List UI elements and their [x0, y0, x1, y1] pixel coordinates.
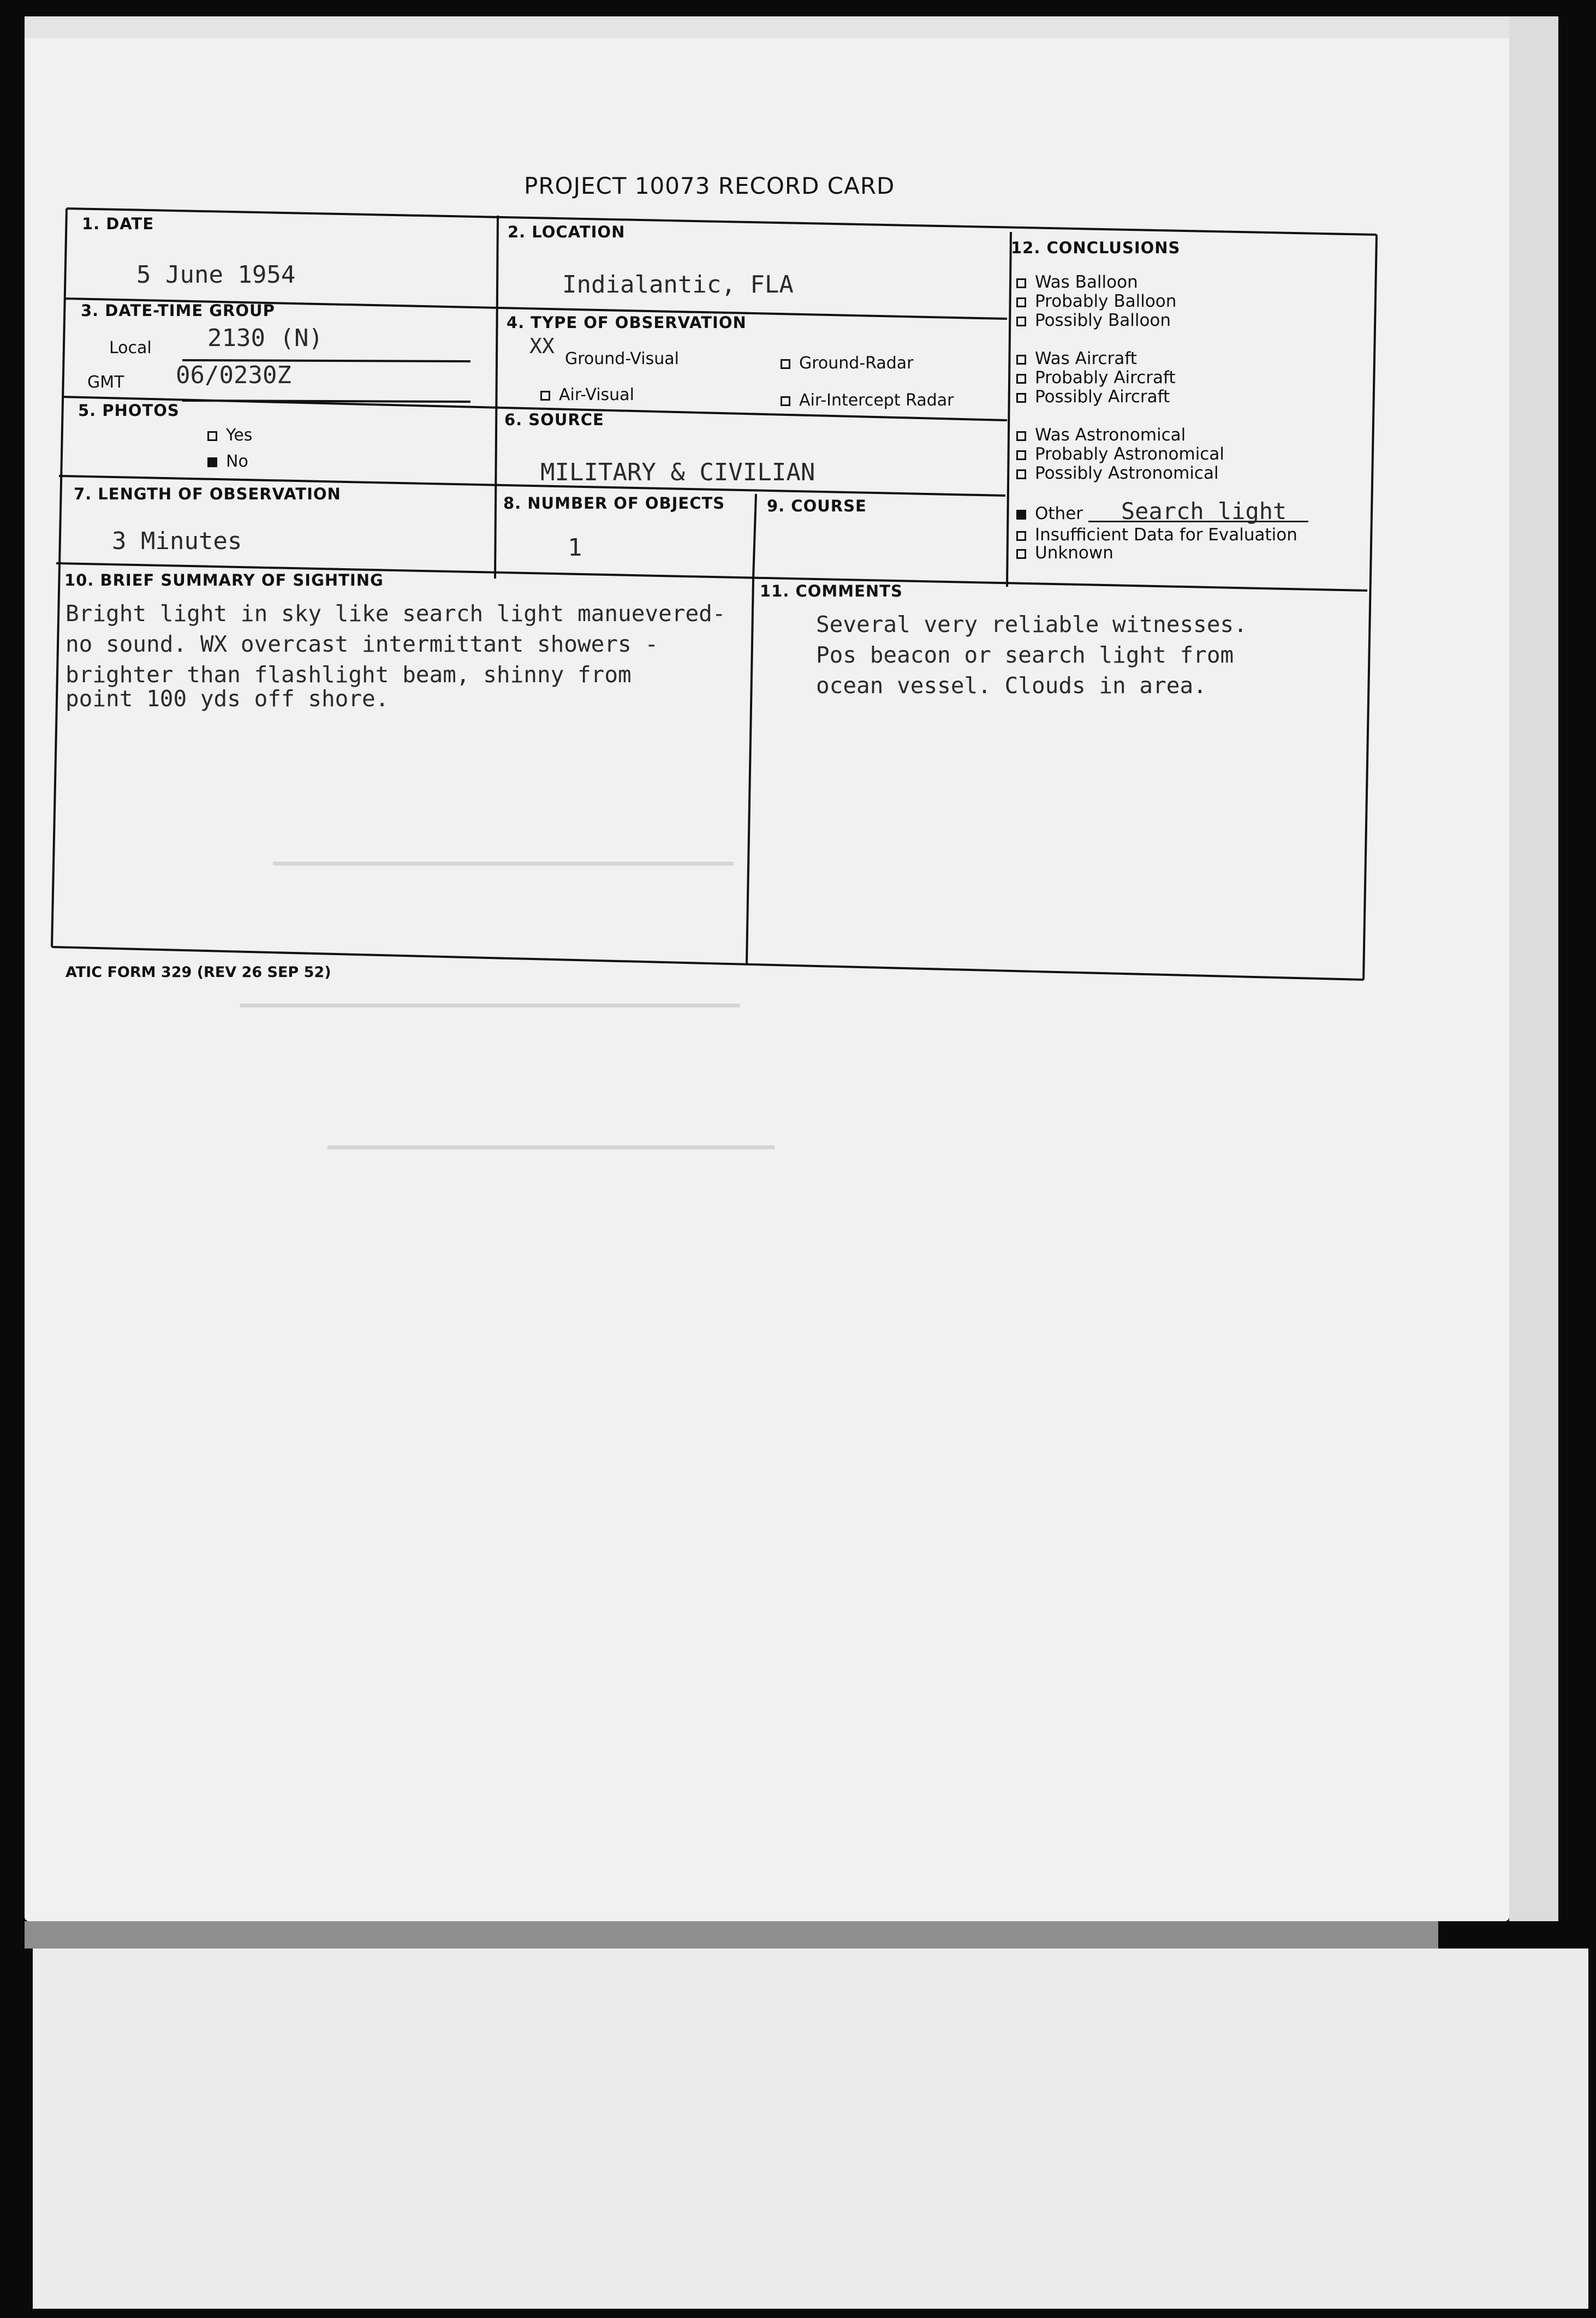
summary-line: no sound. WX overcast intermittant showers -: [65, 631, 659, 657]
checkbox-icon: [1016, 317, 1026, 326]
checked-box-icon: [1016, 510, 1026, 520]
date-label: 1. DATE: [82, 214, 154, 233]
objects-label: 8. NUMBER OF OBJECTS: [503, 494, 725, 513]
conclusion-item: Was Aircraft: [1016, 349, 1137, 368]
conclusion-item: Probably Balloon: [1016, 292, 1176, 311]
comments-line: Several very reliable witnesses.: [816, 611, 1247, 637]
checkbox-icon: [540, 391, 550, 401]
comments-line: Pos beacon or search light from: [816, 642, 1234, 668]
checkbox-icon: [1016, 278, 1026, 288]
objects-value: 1: [568, 534, 582, 562]
checkbox-icon: [1016, 393, 1026, 403]
bleed-through-text: ━━━━━━━━━━━━━━━━━━━━━━━━━━━━━━━━━━: [327, 1135, 775, 1160]
conclusion-other: Other Search light: [1016, 502, 1308, 523]
conclusion-insufficient: Insufficient Data for Evaluation: [1016, 526, 1297, 544]
conclusion-item: Probably Astronomical: [1016, 445, 1224, 463]
air-visual-option: Air-Visual: [540, 385, 634, 404]
length-value: 3 Minutes: [112, 527, 242, 555]
form-footer: ATIC FORM 329 (REV 26 SEP 52): [65, 964, 331, 981]
conclusion-item: Possibly Aircraft: [1016, 388, 1170, 406]
checkbox-icon: [1016, 374, 1026, 384]
dtg-gmt-label: GMT: [87, 373, 124, 392]
checked-box-icon: [207, 457, 217, 467]
conclusion-other-value: Search light: [1088, 502, 1308, 522]
bleed-through-text: ━━━━━━━━━━━━━━━━━━━━━━━━━━━━━━━━━━━: [273, 851, 733, 877]
checkbox-icon: [1016, 450, 1026, 460]
conclusion-item: Possibly Balloon: [1016, 311, 1171, 330]
type-label: 4. TYPE OF OBSERVATION: [507, 313, 747, 332]
checkbox-icon: [781, 359, 790, 369]
bleed-through-text: ━━━━━━━━━━━━━━━━━━━━━━━━━━━━━━━━━━━━━━: [240, 993, 740, 1018]
photos-no-option: No: [207, 452, 248, 471]
card-title: PROJECT 10073 RECORD CARD: [524, 172, 895, 199]
source-value: MILITARY & CIVILIAN: [540, 458, 815, 486]
checkbox-icon: [1016, 549, 1026, 559]
checkbox-icon: [1016, 531, 1026, 541]
checkbox-icon: [1016, 297, 1026, 307]
summary-line: Bright light in sky like search light manuevered-: [65, 600, 726, 627]
summary-line: brighter than flashlight beam, shinny from: [65, 662, 632, 688]
summary-label: 10. BRIEF SUMMARY OF SIGHTING: [64, 571, 384, 589]
air-intercept-option: Air-Intercept Radar: [781, 391, 954, 410]
date-value: 5 June 1954: [136, 261, 296, 289]
location-label: 2. LOCATION: [508, 223, 626, 241]
location-value: Indialantic, FLA: [562, 271, 794, 299]
checkbox-icon: [1016, 431, 1026, 441]
conclusion-item: Probably Aircraft: [1016, 368, 1176, 387]
conclusion-item: Was Balloon: [1016, 273, 1138, 291]
ground-radar-option: Ground-Radar: [781, 354, 914, 373]
length-label: 7. LENGTH OF OBSERVATION: [74, 485, 341, 503]
checkbox-icon: [781, 396, 790, 406]
conclusion-unknown: Unknown: [1016, 544, 1113, 562]
checkbox-icon: [1016, 355, 1026, 365]
page-shadow: [25, 1921, 1438, 1948]
dtg-label: 3. DATE-TIME GROUP: [81, 301, 275, 320]
ground-visual-option: Ground-Visual: [565, 349, 679, 368]
conclusions-label: 12. CONCLUSIONS: [1011, 239, 1181, 257]
dtg-local-value: 2130 (N): [207, 324, 323, 352]
underlying-sheet: [33, 1948, 1588, 2309]
dtg-local-label: Local: [109, 338, 152, 357]
comments-label: 11. COMMENTS: [760, 582, 903, 600]
checkbox-icon: [207, 431, 217, 441]
conclusion-item: Was Astronomical: [1016, 426, 1186, 444]
conclusion-item: Possibly Astronomical: [1016, 464, 1219, 482]
summary-line: point 100 yds off shore.: [65, 686, 389, 712]
course-label: 9. COURSE: [767, 497, 867, 515]
photos-label: 5. PHOTOS: [78, 401, 180, 420]
checkbox-icon: [1016, 469, 1026, 479]
type-checkmark: XX: [529, 334, 555, 358]
source-label: 6. SOURCE: [504, 410, 604, 429]
dtg-gmt-value: 06/0230Z: [176, 361, 291, 389]
comments-line: ocean vessel. Clouds in area.: [816, 672, 1207, 699]
photos-yes-option: Yes: [207, 426, 252, 445]
